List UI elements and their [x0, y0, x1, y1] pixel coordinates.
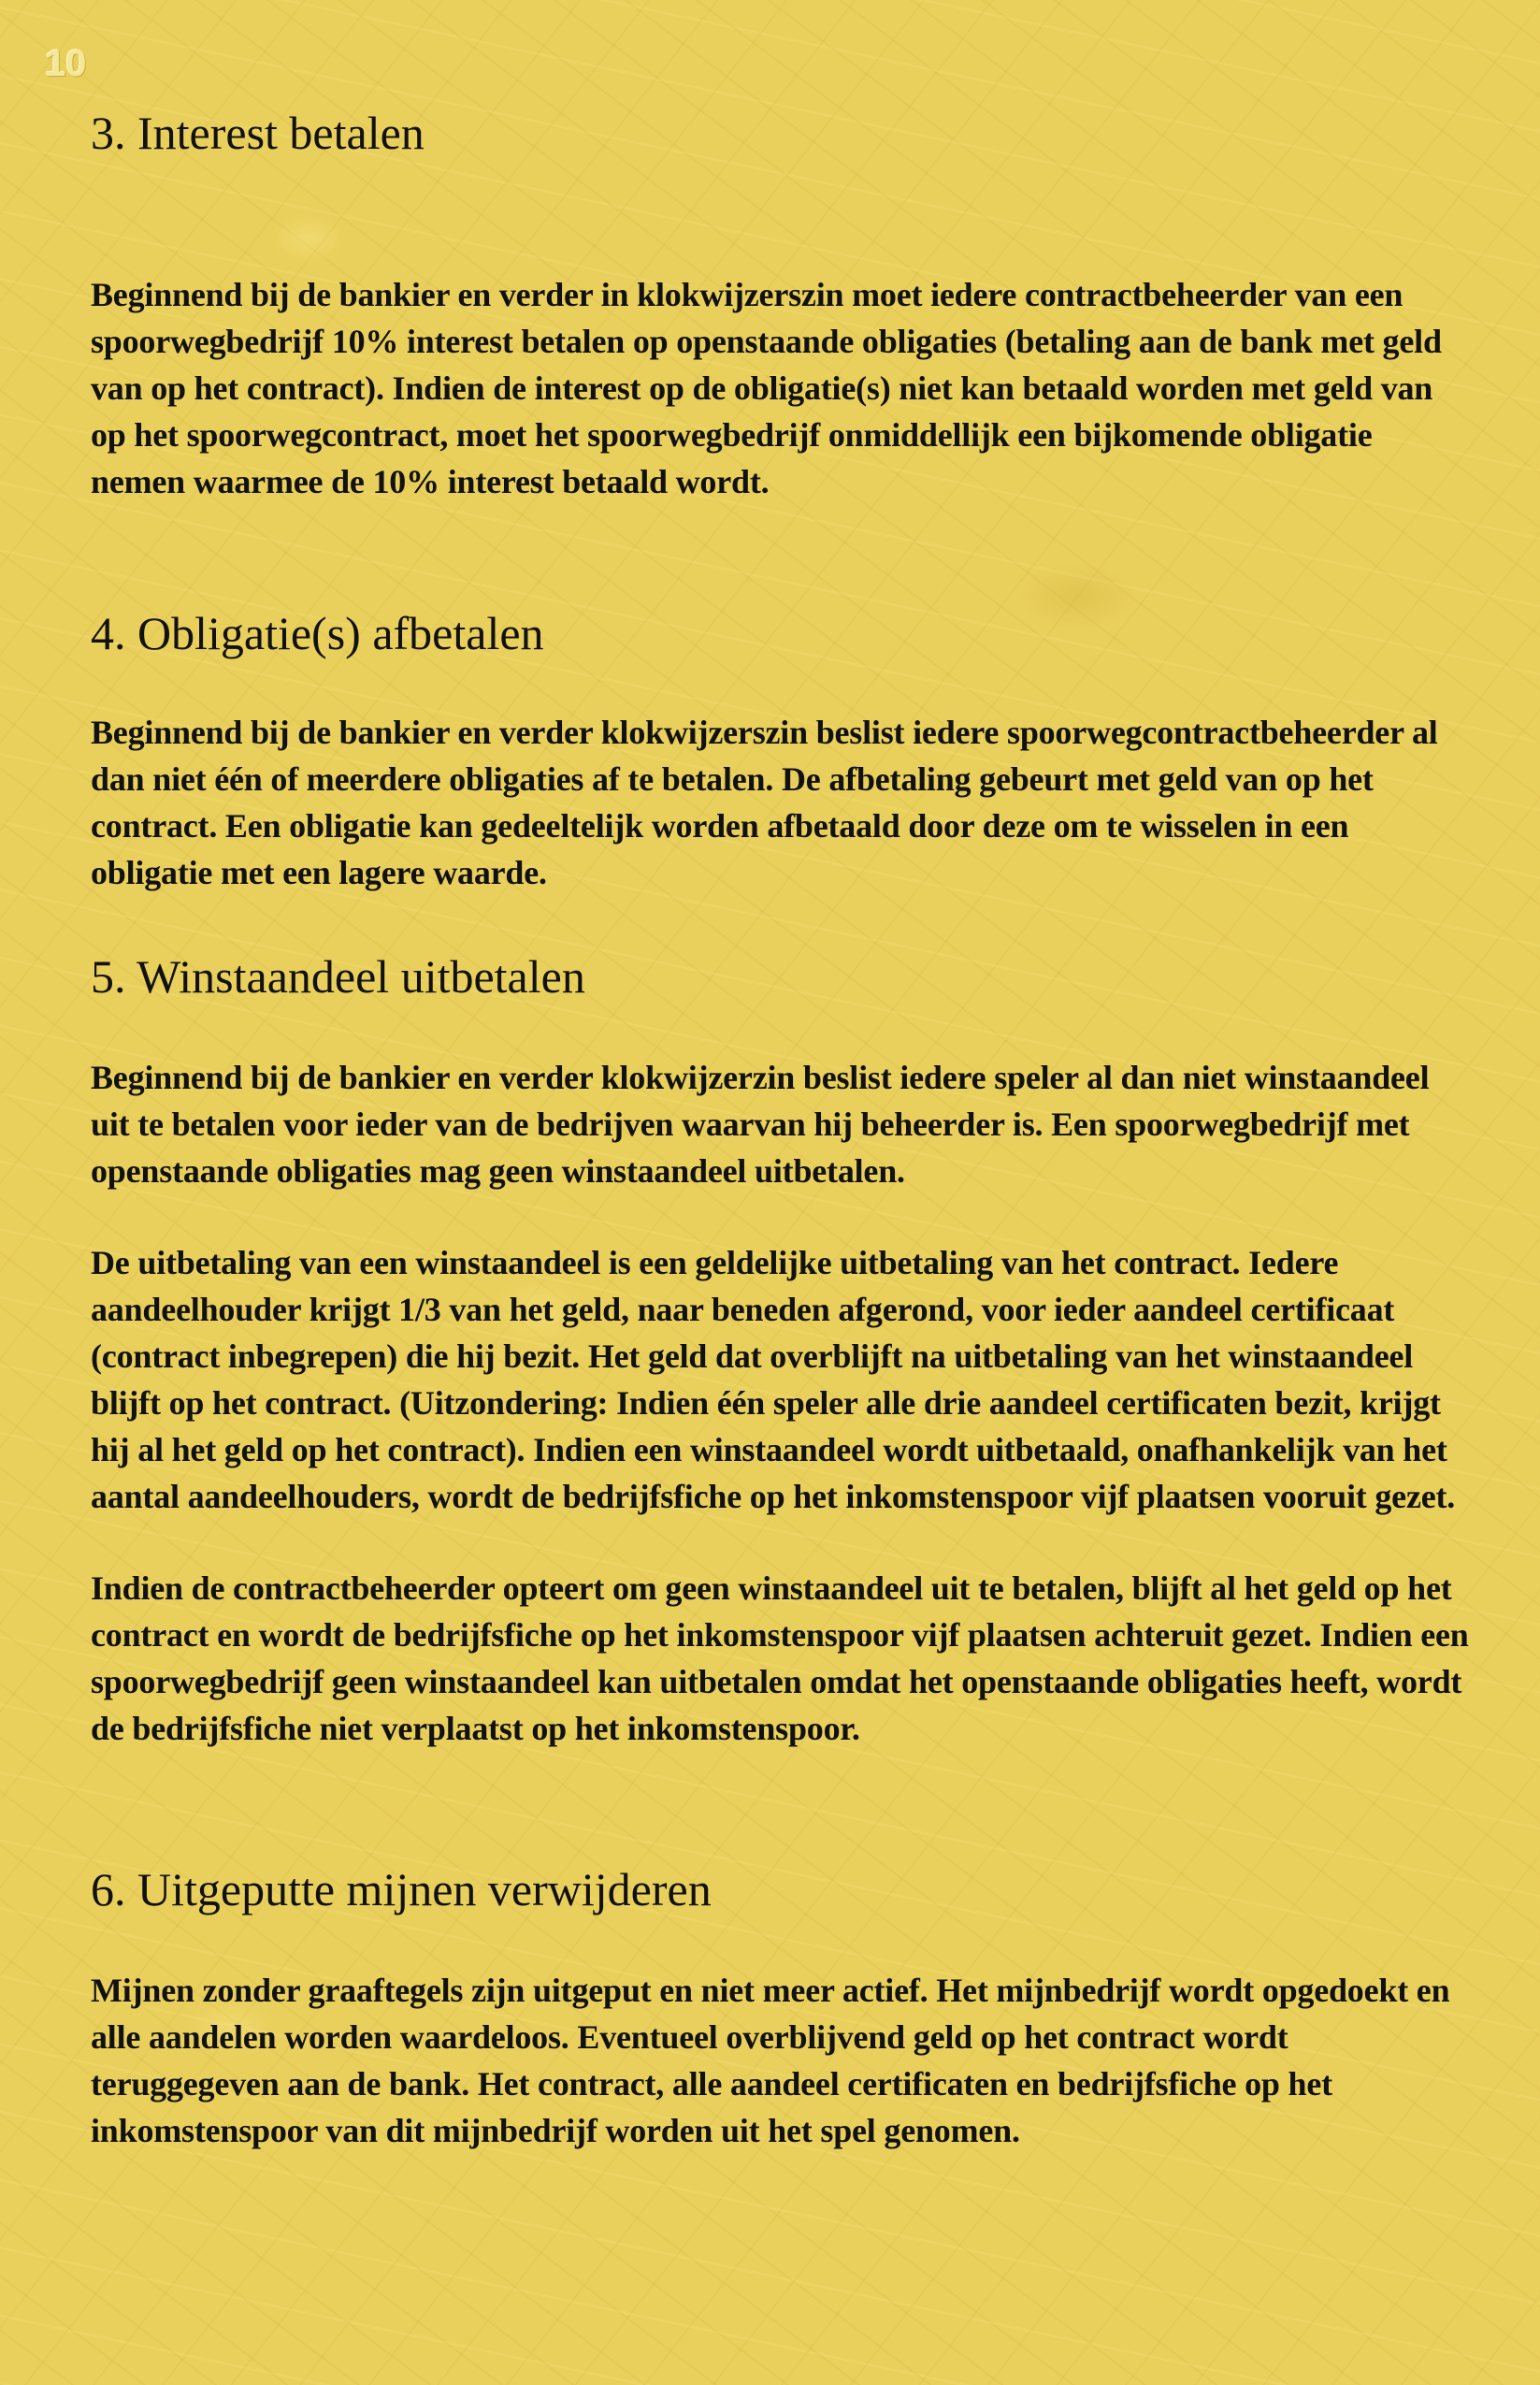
section-paragraph: Indien de contractbeheerder opteert om geen winstaandeel uit te betalen, blijft al het geld op het contract en wordt de bedrijfsfiche op het inkomstenspoor vijf plaatsen achteruit gezet. Indien een spoorwegbedrijf geen winstaandeel kan uitbetalen omdat het openstaande obligaties heeft, wordt de bedrijfsfiche niet verplaatst op het inkomstenspoor.	[91, 1569, 1469, 1747]
section-interest-betalen	[91, 105, 1475, 505]
section-paragraph: Beginnend bij de bankier en verder klokwijzerzin beslist iedere speler al dan niet winstaandeel uit te betalen voor ieder van de bedrijven waarvan hij beheerder is. Een spoorwegbedrijf met openstaande obligaties mag geen winstaandeel uitbetalen.	[91, 1059, 1430, 1190]
section-heading: 6. Uitgeputte mijnen verwijderen	[91, 1863, 712, 1915]
section-obligaties-afbetalen	[91, 605, 1475, 896]
section-paragraph: Mijnen zonder graaftegels zijn uitgeput en niet meer actief. Het mijnbedrijf wordt opgedoekt en alle aandelen worden waardeloos. Eventueel overblijvend geld op het contract wordt teruggegeven aan de bank. Het contract, alle aandeel certificaten en bedrijfsfiche op het inkomstenspoor van dit mijnbedrijf worden uit het spel genomen.	[91, 1972, 1450, 2149]
section-heading: 3. Interest betalen	[91, 107, 425, 159]
section-paragraph: Beginnend bij de bankier en verder klokwijzerszin beslist iedere spoorwegcontractbeheerder al dan niet één of meerdere obligaties af te betalen. De afbetaling gebeurt met geld van op het contract. Een obligatie kan gedeeltelijk worden afbetaald door deze om te wisselen in een obligatie met een lagere waarde.	[91, 714, 1438, 891]
section-heading: 4. Obligatie(s) afbetalen	[91, 607, 544, 659]
document-body	[91, 105, 1475, 2154]
section-paragraph: Beginnend bij de bankier en verder in klokwijzerszin moet iedere contractbeheerder van een spoorwegbedrijf 10% interest betalen op openstaande obligaties (betaling aan de bank met geld van op het contract). Indien de interest op de obligatie(s) niet kan betaald worden met geld van op het spoorwegcontract, moet het spoorwegbedrijf onmiddellijk een bijkomende obligatie nemen waarmee de 10% interest betaald wordt.	[91, 276, 1442, 500]
section-paragraph: De uitbetaling van een winstaandeel is een geldelijke uitbetaling van het contract. Iedere aandeelhouder krijgt 1/3 van het geld, naar beneden afgerond, voor ieder aandeel certificaat (contract inbegrepen) die hij bezit. Het geld dat overblijft na uitbetaling van het winstaandeel blijft op het contract. (Uitzondering: Indien één speler alle drie aandeel certificaten bezit, krijgt hij al het geld op het contract). Indien een winstaandeel wordt uitbetaald, onafhankelijk van het aantal aandeelhouders, wordt de bedrijfsfiche op het inkomstenspoor vijf plaatsen vooruit gezet.	[91, 1244, 1456, 1515]
section-uitgeputte-mijnen	[91, 1861, 1475, 2154]
section-winstaandeel-uitbetalen	[91, 948, 1475, 1752]
section-heading: 5. Winstaandeel uitbetalen	[91, 950, 585, 1003]
page-number: 10	[45, 43, 87, 84]
